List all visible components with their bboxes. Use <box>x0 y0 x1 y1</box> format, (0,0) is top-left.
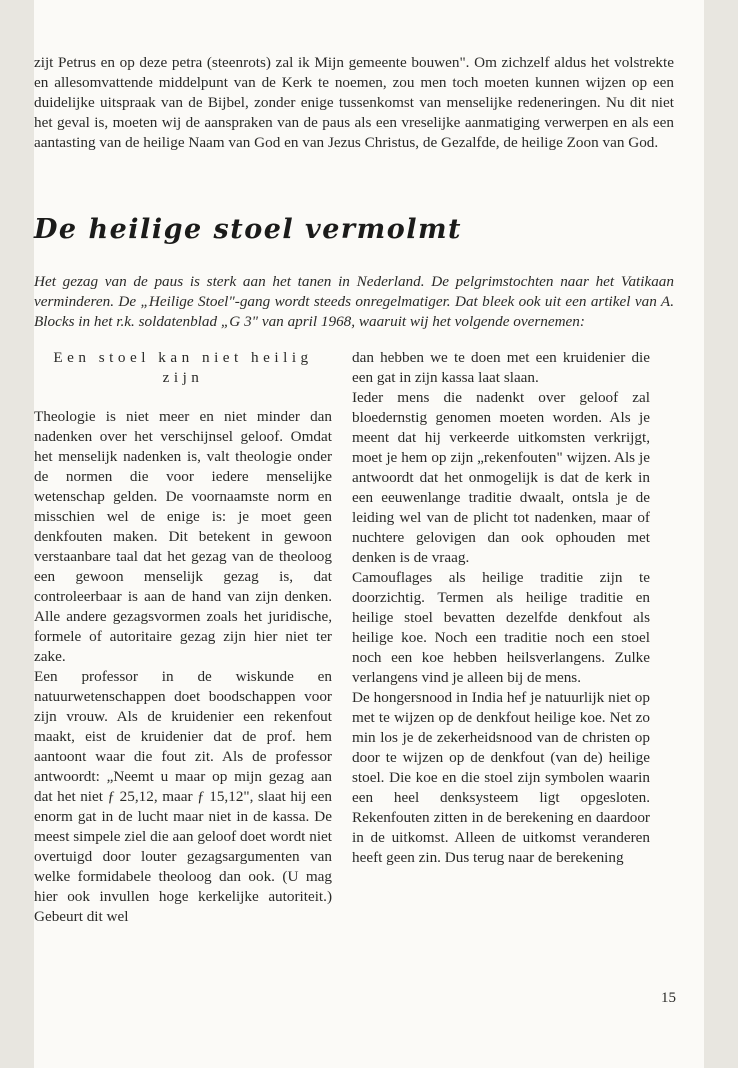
body-paragraph: Theologie is niet meer en niet minder dan nadenken over het verschijnsel geloof. Omdat het menselijk nadenken is, valt theologie onder de normen die voor iedere menselijke wetenschap gelden. De voornaamste norm en misschien wel de enige is: je moet geen denkfouten maken. Dit betekent in gewoon verstaanbare taal dat het gezag van de theoloog een gewoon menselijk gezag is, dat controleerbaar is aan de hand van zijn denken. Alle andere gezagsvormen zoals het juridische, formele of autoritaire gezag zijn hier niet ter zake. <box>34 408 332 665</box>
body-paragraph: Camouflages als heilige traditie zijn te doorzichtig. Termen als heilige traditie en heilige stoel bevatten dezelfde denkfout als heilige koe. Noch een traditie noch een stoel noch een koe hebben heilsverlangens. Zulke verlangens vind je alleen bij de mens. <box>352 569 650 686</box>
body-paragraph: Ieder mens die nadenkt over geloof zal bloedernstig genomen moeten worden. Als je meent dat hij verkeerde uitkomsten verkrijgt, moet je hem op zijn „rekenfouten" wijzen. Als je antwoordt dat het onmogelijk is dat de kerk in een eeuwenlange traditie dwaalt, ontsla je de leiding wel van de plicht tot nadenken, maar of nuchtere gelovigen dan ook ophouden met denken is de vraag. <box>352 389 650 566</box>
page-number: 15 <box>661 990 676 1006</box>
intro-paragraph: zijt Petrus en op deze petra (steenrots) zal ik Mijn gemeente bouwen". Om zichzelf aldus het volstrekte en allesomvattende middelpunt van de Kerk te noemen, zou men toch moeten kunnen wijzen op een duidelijke uitspraak van de Bijbel, zonder enige tussenkomst van menselijke redeneringen. Nu dit niet het geval is, moeten wij de aanspraken van de paus als een vreselijke aanmatiging verwerpen en als een aantasting van de heilige Naam van God en van Jezus Christus, de Gezalfde, de heilige Zoon van God. <box>34 54 674 152</box>
article-subheading: Een stoel kan niet heilig zijn <box>53 349 313 386</box>
body-paragraph: Een professor in de wiskunde en natuurwetenschappen doet boodschappen voor zijn vrouw. Als de kruidenier een rekenfout maakt, eist de kruidenier dat de prof. hem aantoont waar die fout zit. Als de professor antwoordt: „Neemt u maar op mijn gezag aan dat het niet ƒ 25,12, maar ƒ 15,12", slaat hij een enorm gat in de lucht maar niet in de kassa. De meest simpele ziel die aan geloof doet wordt niet overtuigd door louter gezagsargumenten van welke formidabele theoloog dan ook. (U mag hier ook invullen hoge kerkelijke autoriteit.) Gebeurt dit wel <box>34 668 332 925</box>
article-lead: Het gezag van de paus is sterk aan het tanen in Nederland. De pelgrimstochten naar het Vatikaan verminderen. De „Heilige Stoel"-gang wordt steeds onregelmatiger. Dat bleek ook uit een artikel van A. Blocks in het r.k. soldatenblad „G 3" van april 1968, waaruit wij het volgende overnemen: <box>34 273 674 331</box>
right-column <box>352 348 650 868</box>
left-column <box>34 348 332 927</box>
magazine-page <box>34 0 704 1068</box>
article-title: De heilige stoel vermolmt <box>34 214 463 245</box>
body-paragraph: De hongersnood in India hef je natuurlijk niet op met te wijzen op de denkfout heilige koe. Net zo min los je de zekerheidsnood van de christen op door te wijzen op de denkfout (van de) heilige stoel. Die koe en die stoel zijn symbolen waarin een heel denksysteem ligt opgesloten. Rekenfouten zitten in de berekening en daardoor in de uitkomst. Alleen de uitkomst veranderen heeft geen zin. Dus terug naar de berekening <box>352 689 650 866</box>
body-paragraph: dan hebben we te doen met een kruidenier die een gat in zijn kassa laat slaan. <box>352 349 650 386</box>
